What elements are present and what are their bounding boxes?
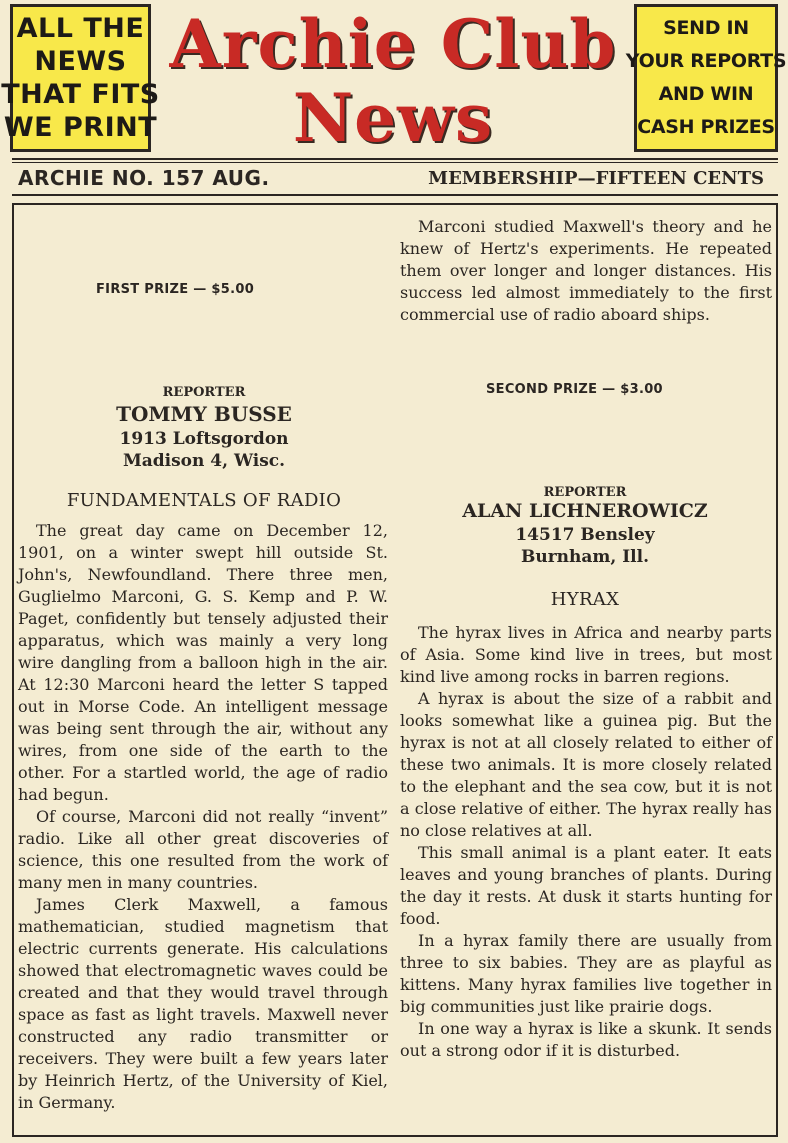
article-body	[18, 520, 388, 1114]
reporter-name: ALAN LICHNEROWICZ	[462, 500, 708, 522]
paragraph: A hyrax is about the size of a rabbit and looks somewhat like a guinea pig. But the hyrax is not at all closely related to either of these two animals. It is more closely related to the elephant and the sea cow, but it is not a close relative of either. The hyrax really has no close relatives at all.	[400, 689, 772, 840]
article-headline: FUNDAMENTALS OF RADIO	[66, 490, 342, 511]
reporter-address	[18, 428, 390, 472]
address-line: Burnham, Ill.	[520, 547, 650, 567]
article-body	[400, 622, 772, 1062]
reporter-label: REPORTER	[543, 485, 627, 500]
slogan-line: WE PRINT	[3, 112, 158, 143]
prize-promo-box	[625, 4, 787, 152]
paragraph: The hyrax lives in Africa and nearby parts of Asia. Some kind live in trees, but most kind live among rocks in barren regions.	[400, 623, 772, 686]
article-headline: HYRAX	[550, 589, 620, 610]
issue-number: ARCHIE NO. 157 AUG.	[18, 166, 270, 190]
reporter-name: TOMMY BUSSE	[116, 402, 292, 426]
reporter-address	[397, 524, 773, 568]
address-line: 14517 Bensley	[515, 525, 655, 545]
paragraph: Of course, Marconi did not really “invent” radio. Like all other great discoveries of science, this one resulted from the work of many men in many countries.	[18, 807, 388, 892]
slogan-box	[1, 4, 160, 152]
slogan-line: THAT FITS	[1, 79, 160, 110]
promo-line: SEND IN	[663, 17, 749, 39]
address-line: 1913 Loftsgordon	[119, 429, 289, 449]
paragraph: This small animal is a plant eater. It eats leaves and young branches of plants. During the day it rests. At dusk it starts hunting for food.	[400, 843, 772, 928]
paragraph: In one way a hyrax is like a skunk. It sends out a strong odor if it is disturbed.	[400, 1019, 772, 1060]
membership-price: MEMBERSHIP—FIFTEEN CENTS	[428, 168, 764, 189]
address-line: Madison 4, Wisc.	[122, 451, 286, 471]
first-prize-label: FIRST PRIZE — $5.00	[96, 282, 255, 297]
paragraph: Marconi studied Maxwell's theory and he knew of Hertz's experiments. He repeated them over longer and longer distances. His success led almost immediately to the first commercial use of radio aboard ships.	[400, 217, 772, 324]
divider	[12, 194, 778, 196]
issue-bar	[12, 166, 778, 194]
paragraph: The great day came on December 12, 1901, on a winter swept hill outside St. John's, Newfoundland. There three men, Guglielmo Marconi, G. S. Kemp and P. W. Paget, confidently but tensely adjusted their apparatus, which was mainly a very long wire dangling from a balloon high in the air. At 12:30 Marconi heard the letter S tapped out in Morse Code. An intelligent message was being sent through the air, without any wires, from one side of the earth to the other. For a startled world, the age of radio had begun.	[18, 521, 388, 804]
masthead	[0, 0, 788, 160]
divider	[12, 162, 778, 163]
paragraph: In a hyrax family there are usually from three to six babies. They are as playful as kittens. Many hyrax families live together in big communities just like prairie dogs.	[400, 931, 772, 1016]
divider	[12, 158, 778, 160]
second-prize-label: SECOND PRIZE — $3.00	[486, 382, 663, 397]
masthead-title-news: News	[292, 79, 494, 157]
slogan-line: NEWS	[34, 46, 127, 77]
promo-line: CASH PRIZES	[637, 116, 775, 138]
reporter-label: REPORTER	[162, 385, 246, 400]
article-continued	[400, 216, 772, 326]
paragraph: James Clerk Maxwell, a famous mathematician, studied magnetism that electric currents generate. His calculations showed that electromagnetic waves could be created and that they would travel through space as fast as light travels. Maxwell never constructed any radio transmitter or receivers. They were built a few years later by Heinrich Hertz, of the University of Kiel, in Germany.	[18, 895, 388, 1112]
promo-line: AND WIN	[658, 83, 754, 105]
slogan-line: ALL THE	[16, 13, 145, 44]
masthead-title: Archie Club	[169, 5, 617, 83]
promo-line: YOUR REPORTS	[625, 50, 787, 72]
